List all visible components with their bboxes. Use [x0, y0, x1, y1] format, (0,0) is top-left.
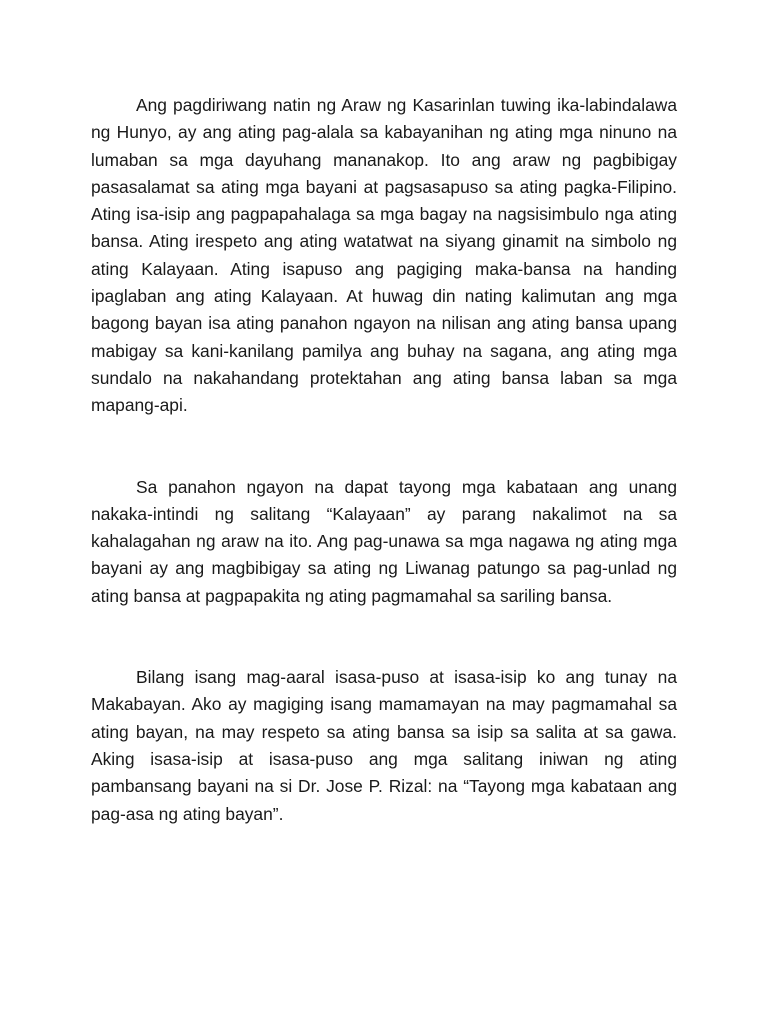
paragraph-3: Bilang isang mag-aaral isasa-puso at isasa-isip ko ang tunay na Makabayan. Ako ay magiging isang mamamayan na may pagmamahal sa ating bayan, na may respeto sa ating bansa sa isip sa salita at sa gawa. Aking isasa-isip at isasa-puso ang mga salitang iniwan ng ating pambansang bayani na si Dr. Jose P. Rizal: na “Tayong mga kabataan ang pag-asa ng ating bayan”.: [91, 667, 677, 824]
paragraph-2: Sa panahon ngayon na dapat tayong mga kabataan ang unang nakaka-intindi ng salitang “Kalayaan” ay parang nakalimot na sa kahalagahan ng araw na ito. Ang pag-unawa sa mga nagawa ng ating mga bayani ay ang magbibigay sa ating ng Liwanag patungo sa pag-unlad ng ating bansa at pagpapakita ng ating pagmamahal sa sariling bansa.: [91, 476, 677, 606]
paragraph-1: Ang pagdiriwang natin ng Araw ng Kasarinlan tuwing ika-labindalawa ng Hunyo, ay ang ating pag-alala sa kabayanihan ng ating mga ninuno na lumaban sa mga dayuhang mananakop. Ito ang araw ng pagbibigay pasasalamat sa ating mga bayani at pagsasapuso sa ating pagka-Filipino. Ating isa-isip ang pagpapahalaga sa mga bagay na nagsisimbulo nga ating bansa. Ating irespeto ang ating watatwat na siyang ginamit na simbolo ng ating Kalayaan. Ating isapuso ang pagiging maka-bansa na handing ipaglaban ang ating Kalayaan. At huwag din nating kalimutan ang mga bagong bayan isa ating panahon ngayon na nilisan ang ating bansa upang mabigay sa kani-kanilang pamilya ang buhay na sagana, ang ating mga sundalo na nakahandang protektahan ang ating bansa laban sa mga mapang-api.: [91, 95, 677, 416]
document-body: [91, 92, 677, 828]
